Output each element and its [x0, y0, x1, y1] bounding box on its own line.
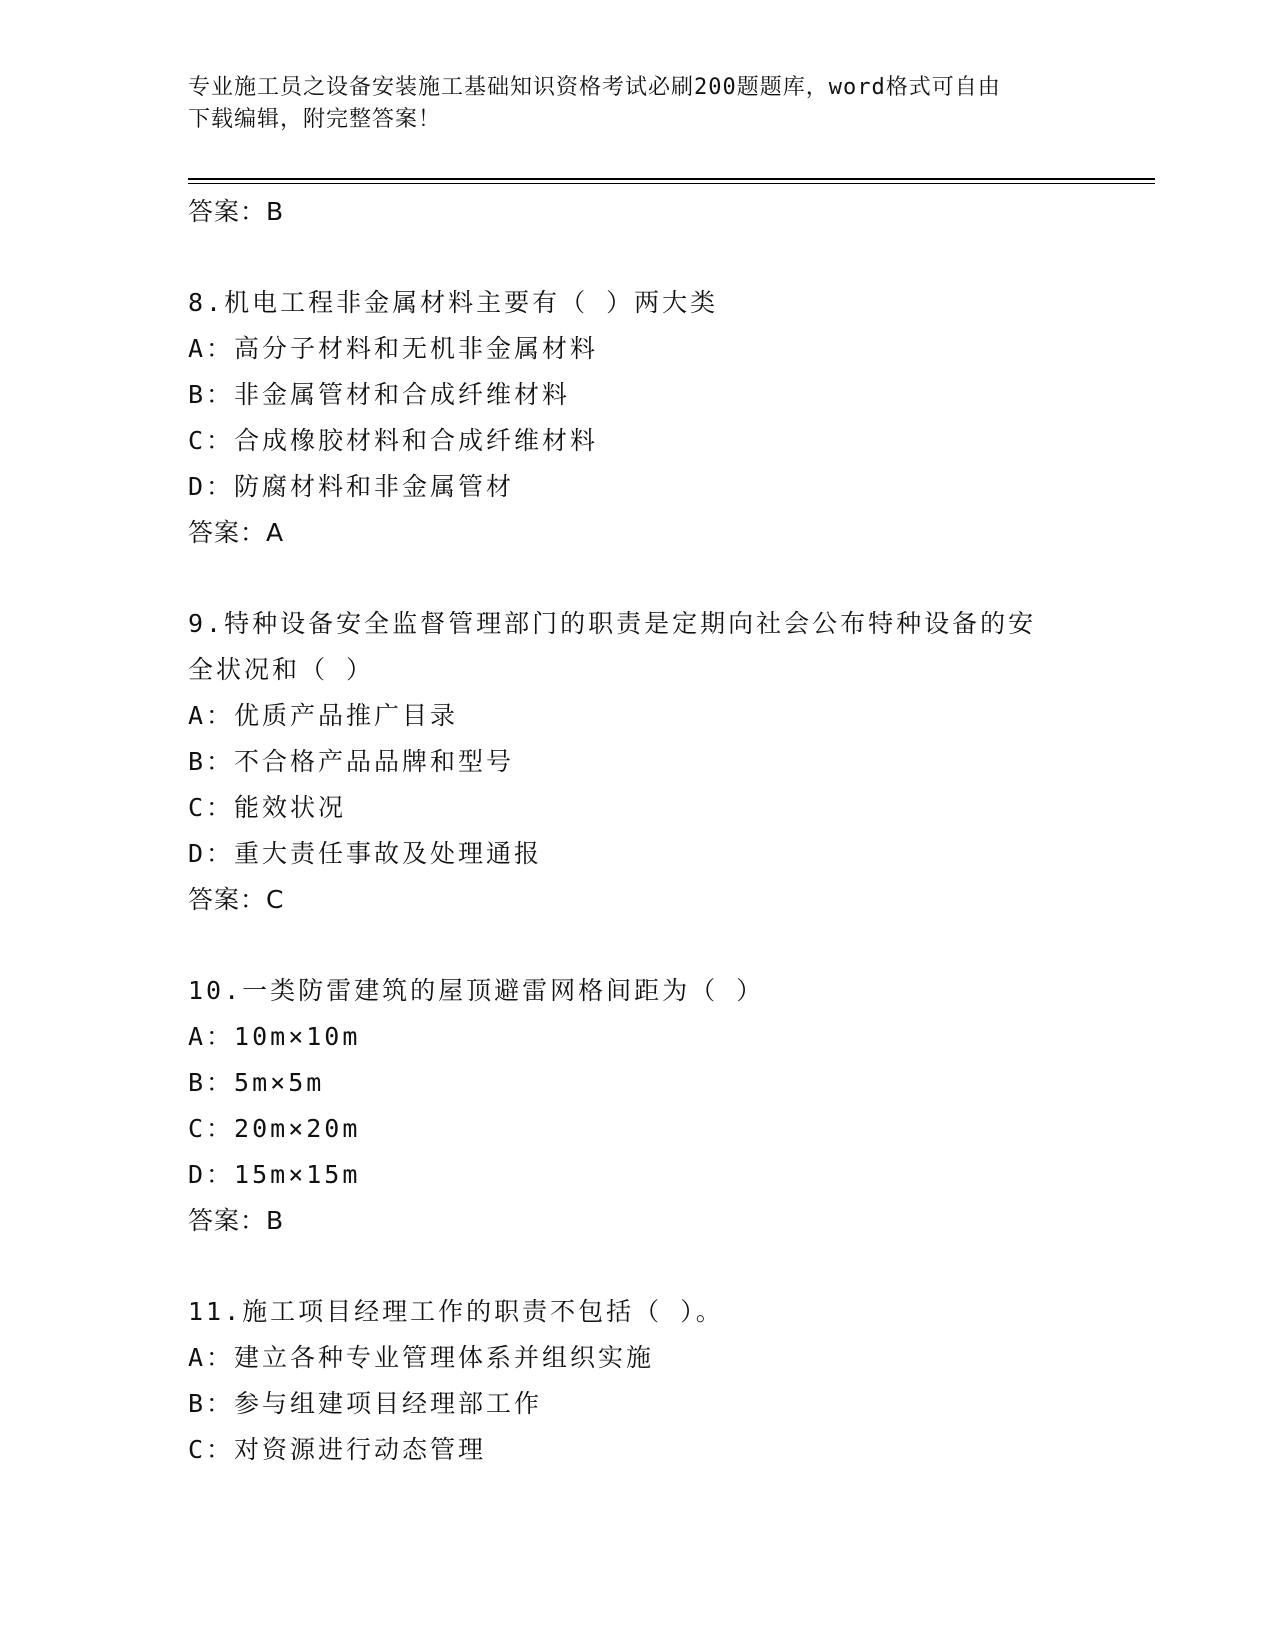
spacer: [188, 556, 1088, 601]
header-line-1: 专业施工员之设备安装施工基础知识资格考试必刷200题题库，word格式可自由: [188, 75, 1001, 100]
spacer: [188, 235, 1088, 280]
spacer: [188, 1244, 1088, 1289]
option-a: A：建立各种专业管理体系并组织实施: [188, 1343, 655, 1372]
option-d: D：重大责任事故及处理通报: [188, 839, 543, 868]
question-stem-continued: 全状况和（ ）: [188, 655, 375, 684]
option-a: A：10m×10m: [188, 1022, 361, 1051]
option-d: D：防腐材料和非金属管材: [188, 472, 515, 501]
previous-answer: 答案：B: [188, 197, 285, 226]
spacer: [188, 923, 1088, 968]
option-c: C：对资源进行动态管理: [188, 1435, 487, 1464]
answer: 答案：A: [188, 518, 285, 547]
header-divider-thick: [188, 178, 1155, 180]
option-b: B：参与组建项目经理部工作: [188, 1389, 543, 1418]
question-stem: 11.施工项目经理工作的职责不包括（ ）。: [188, 1297, 724, 1326]
question-9: [188, 601, 1088, 923]
option-c: C：能效状况: [188, 793, 347, 822]
option-c: C：20m×20m: [188, 1114, 361, 1143]
document-header: [188, 72, 1068, 136]
answer: 答案：B: [188, 1206, 285, 1235]
question-8: [188, 280, 1088, 556]
question-stem: 10.一类防雷建筑的屋顶避雷网格间距为（ ）: [188, 976, 765, 1005]
header-divider-thin: [188, 183, 1155, 184]
question-10: [188, 968, 1088, 1244]
question-11: [188, 1289, 1088, 1473]
option-c: C：合成橡胶材料和合成纤维材料: [188, 426, 599, 455]
option-d: D：15m×15m: [188, 1160, 361, 1189]
option-a: A：优质产品推广目录: [188, 701, 459, 730]
answer: 答案：C: [188, 885, 285, 914]
option-b: B：非金属管材和合成纤维材料: [188, 380, 571, 409]
question-list: [188, 189, 1088, 1473]
option-b: B：5m×5m: [188, 1068, 325, 1097]
option-a: A：高分子材料和无机非金属材料: [188, 334, 599, 363]
option-b: B：不合格产品品牌和型号: [188, 747, 515, 776]
question-stem: 8.机电工程非金属材料主要有（ ）两大类: [188, 288, 719, 317]
question-stem: 9.特种设备安全监督管理部门的职责是定期向社会公布特种设备的安: [188, 609, 1037, 638]
header-line-2: 下载编辑，附完整答案！: [188, 107, 442, 132]
